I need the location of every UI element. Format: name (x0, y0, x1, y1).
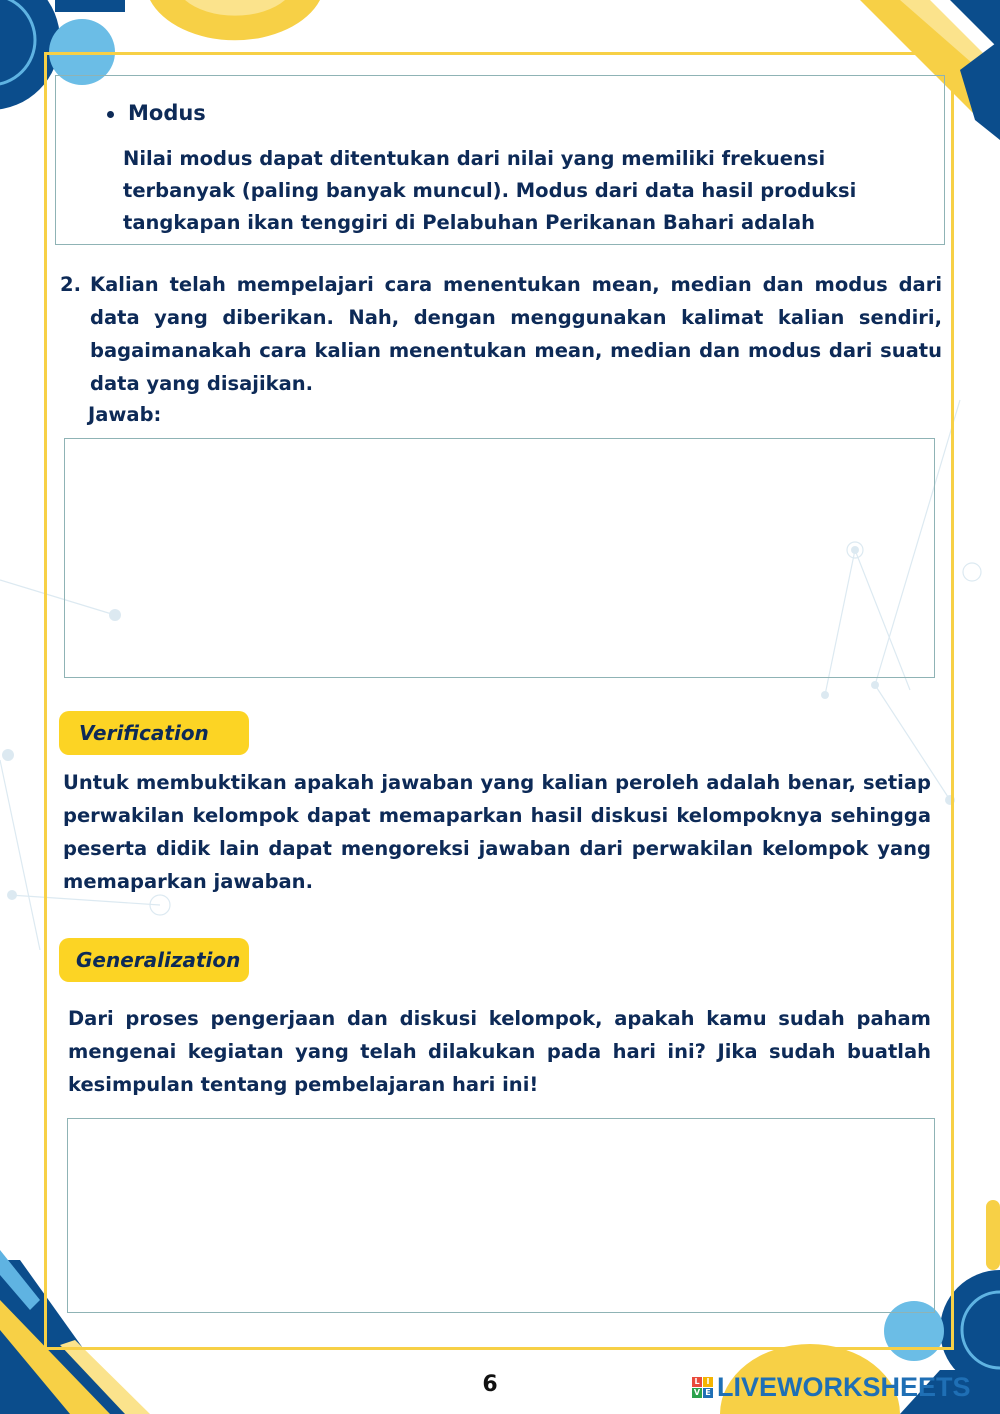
bullet-icon (107, 111, 114, 118)
question-2 (60, 268, 942, 400)
answer-input-conclusion[interactable] (67, 1118, 935, 1313)
generalization-paragraph: Dari proses pengerjaan dan diskusi kelompok, apakah kamu sudah paham mengenai kegiatan yang telah dilakukan pada hari ini? Jika sudah buatlah kesimpulan tentang pembelajaran hari ini! (68, 1007, 931, 1096)
modus-paragraph: Nilai modus dapat ditentukan dari nilai yang memiliki frekuensi terbanyak (paling banyak muncul). Modus dari data hasil produksi tangkapan ikan tenggiri di Pelabuhan Perikanan Bahari adalah (123, 147, 857, 234)
logo-letter: V (693, 1388, 701, 1397)
liveworksheets-wordmark: LIVEWORKSHEETS (717, 1372, 971, 1402)
modus-title: Modus (128, 101, 206, 125)
answer-input-question-2[interactable] (64, 438, 935, 678)
generalization-badge (59, 938, 249, 982)
logo-letter: I (703, 1377, 713, 1387)
verification-badge (59, 711, 249, 755)
verification-label: Verification (79, 721, 209, 745)
modus-heading (107, 101, 206, 125)
question-number: 2. (60, 273, 81, 296)
liveworksheets-brand[interactable] (692, 1372, 971, 1403)
logo-letter: E (703, 1388, 713, 1398)
page-number: 6 (482, 1372, 498, 1397)
liveworksheets-logo-icon (692, 1377, 713, 1398)
logo-letter: L (692, 1377, 702, 1387)
answer-label: Jawab: (88, 403, 162, 426)
verification-paragraph: Untuk membuktikan apakah jawaban yang kalian peroleh adalah benar, setiap perwakilan kelompok dapat memaparkan hasil diskusi kelompoknya sehingga peserta didik lain dapat mengoreksi jawaban dari perwakilan kelompok yang memaparkan jawaban. (63, 771, 931, 893)
generalization-label: Generalization (76, 948, 241, 972)
question-text: Kalian telah mempelajari cara menentukan mean, median dan modus dari data yang diberikan. Nah, dengan menggunakan kalimat kalian sendiri, bagaimanakah cara kalian menentukan mean, median dan modus dari suatu data yang disajikan. (90, 273, 942, 395)
